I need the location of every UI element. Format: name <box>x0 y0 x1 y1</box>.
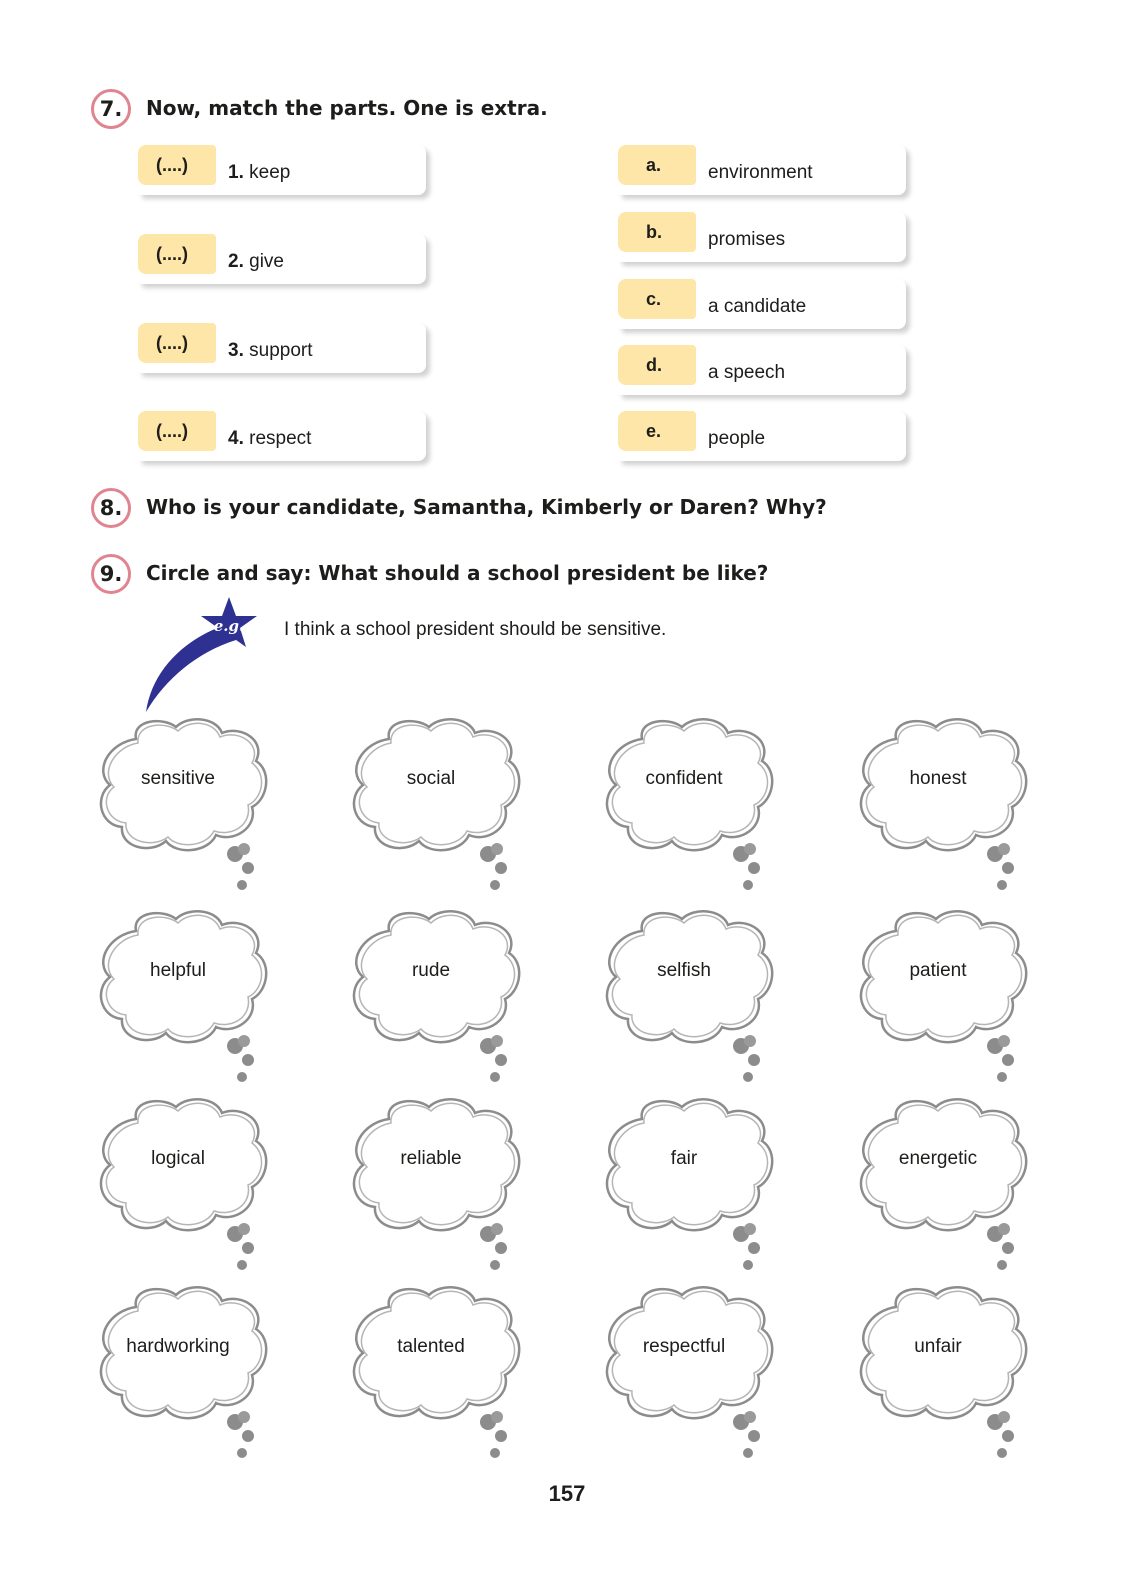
trait-word: hardworking <box>126 1336 230 1357</box>
question-7-number-label: 7. <box>99 97 123 121</box>
trait-word: talented <box>397 1336 465 1357</box>
question-9-title: Circle and say: What should a school president be like? <box>146 561 769 585</box>
trait-word: honest <box>909 768 967 789</box>
question-8-number-label: 8. <box>99 496 123 520</box>
trait-word: selfish <box>657 960 711 981</box>
item-number: 4. <box>228 428 244 449</box>
item-word: respect <box>249 428 312 449</box>
trait-word: confident <box>645 768 723 789</box>
match-left-text <box>228 428 311 450</box>
thought-cloud[interactable] <box>852 905 1042 1085</box>
thought-cloud-icon <box>852 905 1042 1085</box>
match-right-e <box>618 411 906 461</box>
item-word: support <box>249 340 313 361</box>
match-right-text: people <box>708 428 766 449</box>
match-left-text <box>228 340 313 362</box>
match-left-1 <box>138 145 426 195</box>
trait-word: logical <box>151 1148 205 1169</box>
question-9-number <box>91 554 131 594</box>
match-right-a <box>618 145 906 195</box>
answer-blank: (....) <box>156 333 188 353</box>
letter-tab <box>618 279 696 319</box>
thought-cloud-icon <box>598 1093 788 1273</box>
question-7-title: Now, match the parts. One is extra. <box>146 96 548 120</box>
item-letter: c. <box>646 289 662 309</box>
question-8-title: Who is your candidate, Samantha, Kimberly or Daren? Why? <box>146 495 827 519</box>
thought-cloud[interactable] <box>92 1281 282 1461</box>
answer-blank-tab[interactable] <box>138 411 216 451</box>
question-9-number-label: 9. <box>99 562 123 586</box>
match-right-d <box>618 345 906 395</box>
trait-word: reliable <box>400 1148 462 1169</box>
thought-cloud-icon <box>598 1281 788 1461</box>
trait-word: helpful <box>150 960 206 981</box>
thought-cloud-icon <box>345 905 535 1085</box>
thought-cloud[interactable] <box>598 905 788 1085</box>
trait-word: rude <box>411 960 451 981</box>
trait-word: social <box>406 768 456 789</box>
thought-cloud[interactable] <box>345 1093 535 1273</box>
trait-word: sensitive <box>141 768 215 789</box>
answer-blank-tab[interactable] <box>138 145 216 185</box>
answer-blank-tab[interactable] <box>138 323 216 363</box>
answer-blank: (....) <box>156 421 188 441</box>
item-number: 3. <box>228 340 244 361</box>
item-letter: d. <box>646 355 662 375</box>
thought-cloud[interactable] <box>345 1281 535 1461</box>
thought-cloud-icon <box>92 713 282 893</box>
item-number: 2. <box>228 251 244 272</box>
example-sentence: I think a school president should be sensitive. <box>284 619 667 640</box>
item-letter: b. <box>646 222 662 242</box>
trait-word: energetic <box>898 1148 978 1169</box>
thought-cloud-icon <box>852 1281 1042 1461</box>
thought-cloud[interactable] <box>92 1093 282 1273</box>
thought-cloud-icon <box>92 1093 282 1273</box>
shooting-star-icon <box>140 590 265 720</box>
thought-cloud-icon <box>345 1093 535 1273</box>
item-word: keep <box>249 162 291 183</box>
thought-cloud-icon <box>345 713 535 893</box>
match-right-text: a speech <box>708 362 786 383</box>
answer-blank: (....) <box>156 244 188 264</box>
thought-cloud-icon <box>92 1281 282 1461</box>
answer-blank-tab[interactable] <box>138 234 216 274</box>
item-letter: a. <box>646 155 662 175</box>
letter-tab <box>618 145 696 185</box>
thought-cloud[interactable] <box>598 1281 788 1461</box>
match-right-text: environment <box>708 162 813 183</box>
letter-tab <box>618 411 696 451</box>
thought-cloud[interactable] <box>852 1281 1042 1461</box>
letter-tab <box>618 345 696 385</box>
trait-word: patient <box>909 960 967 981</box>
question-8-number <box>91 488 131 528</box>
thought-cloud-icon <box>598 713 788 893</box>
thought-cloud-icon <box>598 905 788 1085</box>
match-right-c <box>618 279 906 329</box>
match-right-text: promises <box>708 229 786 250</box>
thought-cloud[interactable] <box>598 713 788 893</box>
thought-cloud-icon <box>852 713 1042 893</box>
match-left-text <box>228 162 290 184</box>
thought-cloud[interactable] <box>852 713 1042 893</box>
match-left-3 <box>138 323 426 373</box>
thought-cloud[interactable] <box>92 905 282 1085</box>
thought-cloud-icon <box>92 905 282 1085</box>
thought-cloud-icon <box>852 1093 1042 1273</box>
page-number: 157 <box>548 1481 586 1506</box>
question-7-number <box>91 89 131 129</box>
thought-cloud[interactable] <box>598 1093 788 1273</box>
thought-cloud[interactable] <box>852 1093 1042 1273</box>
trait-word: fair <box>670 1148 698 1169</box>
item-letter: e. <box>646 421 662 441</box>
item-number: 1. <box>228 162 244 183</box>
match-left-2 <box>138 234 426 284</box>
trait-word: unfair <box>914 1336 962 1357</box>
thought-cloud[interactable] <box>92 713 282 893</box>
match-right-text: a candidate <box>708 296 807 317</box>
answer-blank: (....) <box>156 155 188 175</box>
thought-cloud[interactable] <box>345 905 535 1085</box>
match-right-b <box>618 212 906 262</box>
item-word: give <box>249 251 284 272</box>
trait-word: respectful <box>642 1336 726 1357</box>
thought-cloud[interactable] <box>345 713 535 893</box>
example-badge: e.g. <box>213 617 245 635</box>
letter-tab <box>618 212 696 252</box>
thought-cloud-icon <box>345 1281 535 1461</box>
match-left-4 <box>138 411 426 461</box>
match-left-text <box>228 251 284 273</box>
